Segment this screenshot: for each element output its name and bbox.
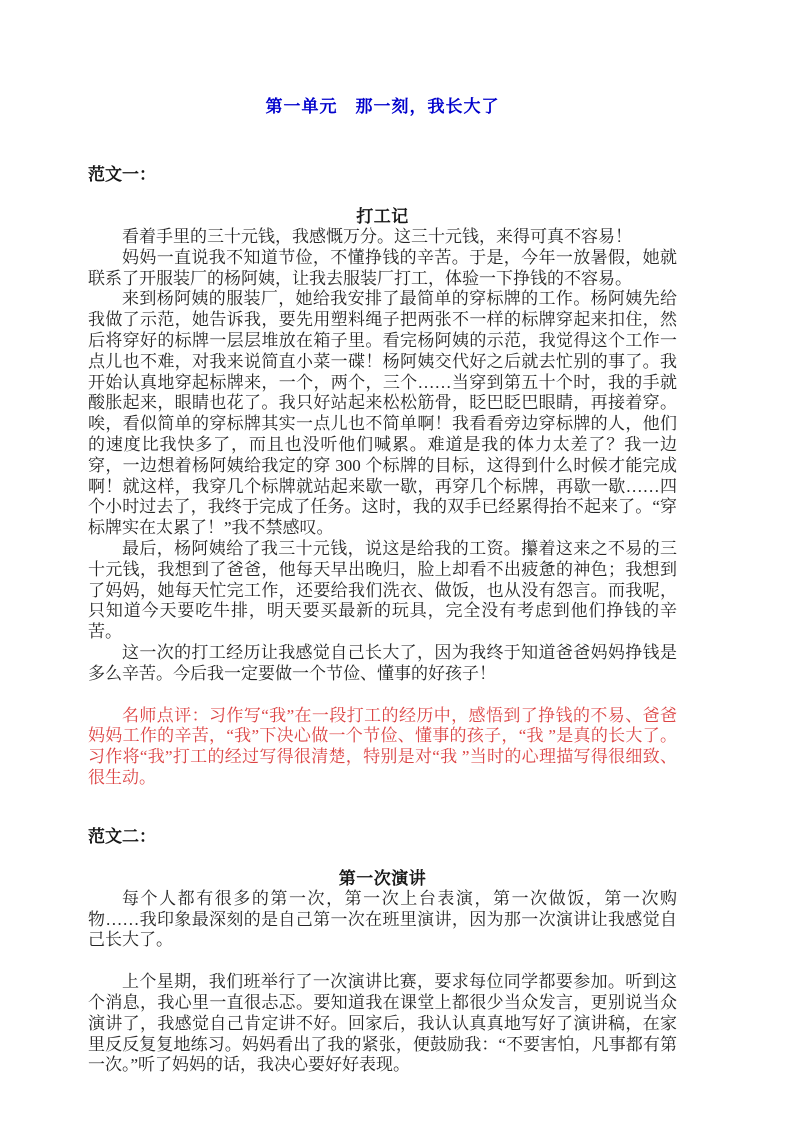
- essay-one-paragraph-5: 这一次的打工经历让我感觉自己长大了，因为我终于知道爸爸妈妈挣钱是多么辛苦。今后我一定要做一个节俭、懂事的好孩子！: [88, 642, 677, 683]
- essay-one-paragraph-3: 来到杨阿姨的服装厂，她给我安排了最简单的穿标牌的工作。杨阿姨先给我做了示范，她告诉我，要先用塑料绳子把两张不一样的标牌穿起来扣住，然后将穿好的标牌一层层堆放在箱子里。看完杨阿姨的示范，我觉得这个工作一点儿也不难，对我来说简直小菜一碟！杨阿姨交代好之后就去忙别的事了。我开始认真地穿起标牌来，一个，两个，三个……当穿到第五十个时，我的手就酸胀起来，眼睛也花了。我只好站起来松松筋骨，眨巴眨巴眼睛，再接着穿。唉，看似简单的穿标牌其实一点儿也不简单啊！我看看旁边穿标牌的人，他们的速度比我快多了，而且也没听他们喊累。难道是我的体力太差了？我一边穿，一边想着杨阿姨给我定的穿 300 个标牌的目标，这得到什么时候才能完成啊！就这样，我穿几个标牌就站起来歇一歇，再穿几个标牌，再歇一歇……四个小时过去了，我终于完成了任务。这时，我的双手已经累得抬不起来了。“穿标牌实在太累了！”我不禁感叹。: [88, 289, 677, 538]
- essay-two-title: 第一次演讲: [338, 868, 427, 888]
- essay-section-one: [88, 164, 677, 789]
- essay-one-paragraph-1: 看着手里的三十元钱，我感慨万分。这三十元钱，来得可真不容易！: [122, 227, 632, 246]
- essay-two-label: 范文二：: [88, 826, 156, 846]
- essay-one-label: 范文一：: [88, 165, 156, 184]
- essay-one-paragraph-2: 妈妈一直说我不知道节俭，不懂挣钱的辛苦。于是，今年一放暑假，她就联系了开服装厂的杨阿姨，让我去服装厂打工，体验一下挣钱的不容易。: [88, 247, 677, 288]
- unit-title: 第一单元 那一刻，我长大了: [265, 97, 500, 116]
- teacher-comment: 名师点评：习作写“我”在一段打工的经历中，感悟到了挣钱的不易、爸爸妈妈工作的辛苦，“我”下决心做一个节俭、懂事的孩子，“我 ”是真的长大了。习作将“我”打工的经过写得很清楚，特别是对“我 ”当时的心理描写得很细致、很生动。: [88, 705, 677, 787]
- essay-two-paragraph-1: 每个人都有很多的第一次，第一次上台表演，第一次做饭，第一次购物……我印象最深刻的是自己第一次在班里演讲，因为那一次演讲让我感觉自己长大了。: [88, 888, 677, 950]
- essay-one-paragraph-4: 最后，杨阿姨给了我三十元钱，说这是给我的工资。攥着这来之不易的三十元钱，我想到了爸爸，他每天早出晚归，脸上却看不出疲惫的神色；我想到了妈妈，她每天忙完工作，还要给我们洗衣、做饭，也从没有怨言。而我呢，只知道今天要吃牛排，明天要买最新的玩具，完全没有考虑到他们挣钱的辛苦。: [88, 538, 677, 642]
- essay-two-paragraph-2: 上个星期，我们班举行了一次演讲比赛，要求每位同学都要参加。听到这个消息，我心里一直很忐忑。要知道我在课堂上都很少当众发言，更别说当众演讲了，我感觉自己肯定讲不好。回家后，我认认真真地写好了演讲稿，在家里反反复复地练习。妈妈看出了我的紧张，便鼓励我：“不要害怕，凡事都有第一次。”听了妈妈的话，我决心要好好表现。: [88, 972, 677, 1075]
- essay-section-two: [88, 826, 677, 1076]
- essay-one-title: 打工记: [356, 207, 409, 226]
